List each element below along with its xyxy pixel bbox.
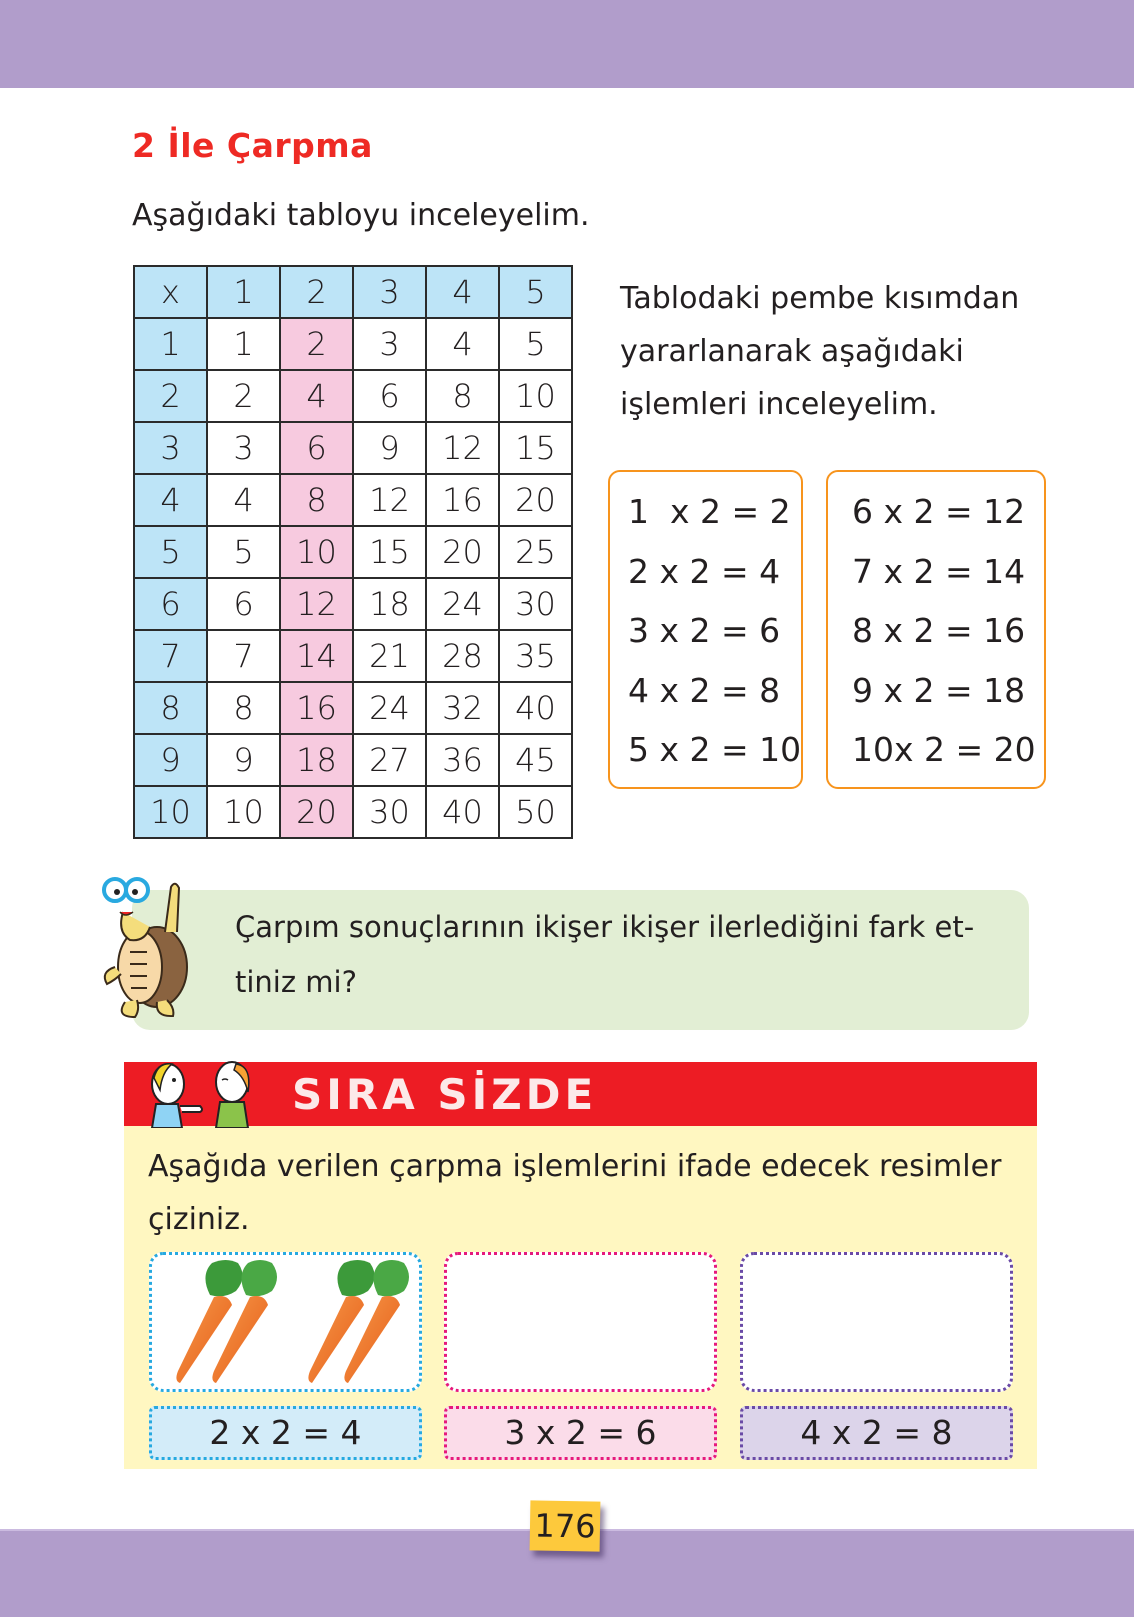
table-cell: 45 <box>499 734 572 786</box>
activity-header <box>124 1062 1037 1126</box>
table-row <box>134 734 572 786</box>
table-cell: 1 <box>134 318 207 370</box>
table-cell: 1 <box>207 266 280 318</box>
note-text <box>235 900 1015 1010</box>
table-cell: 4 <box>426 266 499 318</box>
page-title: 2 İle Çarpma <box>132 126 373 165</box>
top-band <box>0 0 1134 88</box>
table-row <box>134 578 572 630</box>
table-cell: 2 <box>207 370 280 422</box>
table-row <box>134 422 572 474</box>
equation: 1 x 2 = 2 <box>628 492 791 531</box>
table-cell: 35 <box>499 630 572 682</box>
table-cell: 24 <box>426 578 499 630</box>
table-cell: 10 <box>499 370 572 422</box>
table-cell: 6 <box>280 422 353 474</box>
table-cell: 21 <box>353 630 426 682</box>
table-cell: 7 <box>207 630 280 682</box>
table-cell: 50 <box>499 786 572 838</box>
table-cell: 32 <box>426 682 499 734</box>
table-cell: 12 <box>353 474 426 526</box>
table-cell: 40 <box>499 682 572 734</box>
table-cell: 18 <box>280 734 353 786</box>
table-row <box>134 370 572 422</box>
intro-text: Aşağıdaki tabloyu inceleyelim. <box>132 198 590 233</box>
note-line: tiniz mi? <box>235 965 358 999</box>
table-cell: 3 <box>134 422 207 474</box>
table-cell: 6 <box>134 578 207 630</box>
table-cell: 30 <box>499 578 572 630</box>
table-cell: 5 <box>134 526 207 578</box>
table-cell: 8 <box>426 370 499 422</box>
table-cell: 3 <box>207 422 280 474</box>
activity-title: SIRA SİZDE <box>292 1070 598 1119</box>
table-cell: 8 <box>134 682 207 734</box>
table-cell: 6 <box>353 370 426 422</box>
table-cell: 3 <box>353 318 426 370</box>
equations-box-right <box>826 470 1046 789</box>
table-row <box>134 682 572 734</box>
table-cell: 4 <box>426 318 499 370</box>
turtle-mascot-icon <box>95 872 195 1022</box>
drawing-area-2[interactable] <box>444 1252 717 1392</box>
table-cell: 15 <box>353 526 426 578</box>
kids-talking-icon <box>144 1056 264 1128</box>
table-row <box>134 318 572 370</box>
table-cell: 18 <box>353 578 426 630</box>
side-instruction-line: işlemleri inceleyelim. <box>620 387 938 422</box>
table-cell: 9 <box>207 734 280 786</box>
table-cell: 7 <box>134 630 207 682</box>
equation-label-3: 4 x 2 = 8 <box>740 1406 1013 1460</box>
table-cell: 2 <box>280 318 353 370</box>
table-row <box>134 630 572 682</box>
table-cell: 1 <box>207 318 280 370</box>
equation-label-2: 3 x 2 = 6 <box>444 1406 717 1460</box>
table-cell: 20 <box>426 526 499 578</box>
equations-box-left <box>608 470 803 789</box>
table-cell: 6 <box>207 578 280 630</box>
table-cell: 20 <box>280 786 353 838</box>
table-cell: 8 <box>207 682 280 734</box>
table-row <box>134 474 572 526</box>
table-cell: 10 <box>134 786 207 838</box>
table-cell: 24 <box>353 682 426 734</box>
table-cell: 12 <box>280 578 353 630</box>
table-row <box>134 526 572 578</box>
note-line: Çarpım sonuçlarının ikişer ikişer ilerlediğini fark et- <box>235 910 975 944</box>
carrots-icon <box>152 1255 419 1389</box>
table-cell: 28 <box>426 630 499 682</box>
table-cell: 4 <box>134 474 207 526</box>
activity-instruction-line: çiziniz. <box>148 1202 250 1237</box>
table-cell: 10 <box>207 786 280 838</box>
table-cell: 16 <box>426 474 499 526</box>
equation: 2 x 2 = 4 <box>628 551 781 591</box>
equation: 5 x 2 = 10 <box>628 730 802 769</box>
table-cell: 5 <box>499 266 572 318</box>
activity-section <box>124 1062 1037 1469</box>
table-cell: 8 <box>280 474 353 526</box>
page-number: 176 <box>530 1500 601 1551</box>
drawing-area-1 <box>149 1252 422 1392</box>
table-cell: 20 <box>499 474 572 526</box>
side-instruction <box>620 272 1019 431</box>
activity-instruction-line: Aşağıda verilen çarpma işlemlerini ifade edecek resimler <box>148 1149 1002 1184</box>
drawing-area-3[interactable] <box>740 1252 1013 1392</box>
table-cell: 5 <box>499 318 572 370</box>
table-row <box>134 786 572 838</box>
activity-instruction <box>148 1140 1028 1246</box>
equation-label-1: 2 x 2 = 4 <box>149 1406 422 1460</box>
table-cell: 10 <box>280 526 353 578</box>
table-cell: 9 <box>134 734 207 786</box>
side-instruction-line: yararlanarak aşağıdaki <box>620 334 964 369</box>
table-cell: 16 <box>280 682 353 734</box>
equation: 9 x 2 = 18 <box>852 670 1026 710</box>
table-cell: 12 <box>426 422 499 474</box>
side-instruction-line: Tablodaki pembe kısımdan <box>620 281 1020 316</box>
table-header-row <box>134 266 572 318</box>
table-cell: 30 <box>353 786 426 838</box>
table-cell: 15 <box>499 422 572 474</box>
equation: 6 x 2 = 12 <box>852 492 1026 531</box>
equation: 8 x 2 = 16 <box>852 611 1026 650</box>
table-cell: 25 <box>499 526 572 578</box>
table-cell: 36 <box>426 734 499 786</box>
table-cell: 4 <box>280 370 353 422</box>
table-cell: 2 <box>134 370 207 422</box>
table-cell: 9 <box>353 422 426 474</box>
table-cell: 4 <box>207 474 280 526</box>
equation: 3 x 2 = 6 <box>628 611 781 650</box>
table-cell: 27 <box>353 734 426 786</box>
table-cell: x <box>134 266 207 318</box>
equation: 7 x 2 = 14 <box>852 551 1026 591</box>
equation: 4 x 2 = 8 <box>628 670 781 710</box>
table-cell: 14 <box>280 630 353 682</box>
table-cell: 5 <box>207 526 280 578</box>
table-cell: 3 <box>353 266 426 318</box>
equation: 10x 2 = 20 <box>852 730 1036 769</box>
table-cell: 40 <box>426 786 499 838</box>
table-cell: 2 <box>280 266 353 318</box>
multiplication-table <box>133 265 573 839</box>
